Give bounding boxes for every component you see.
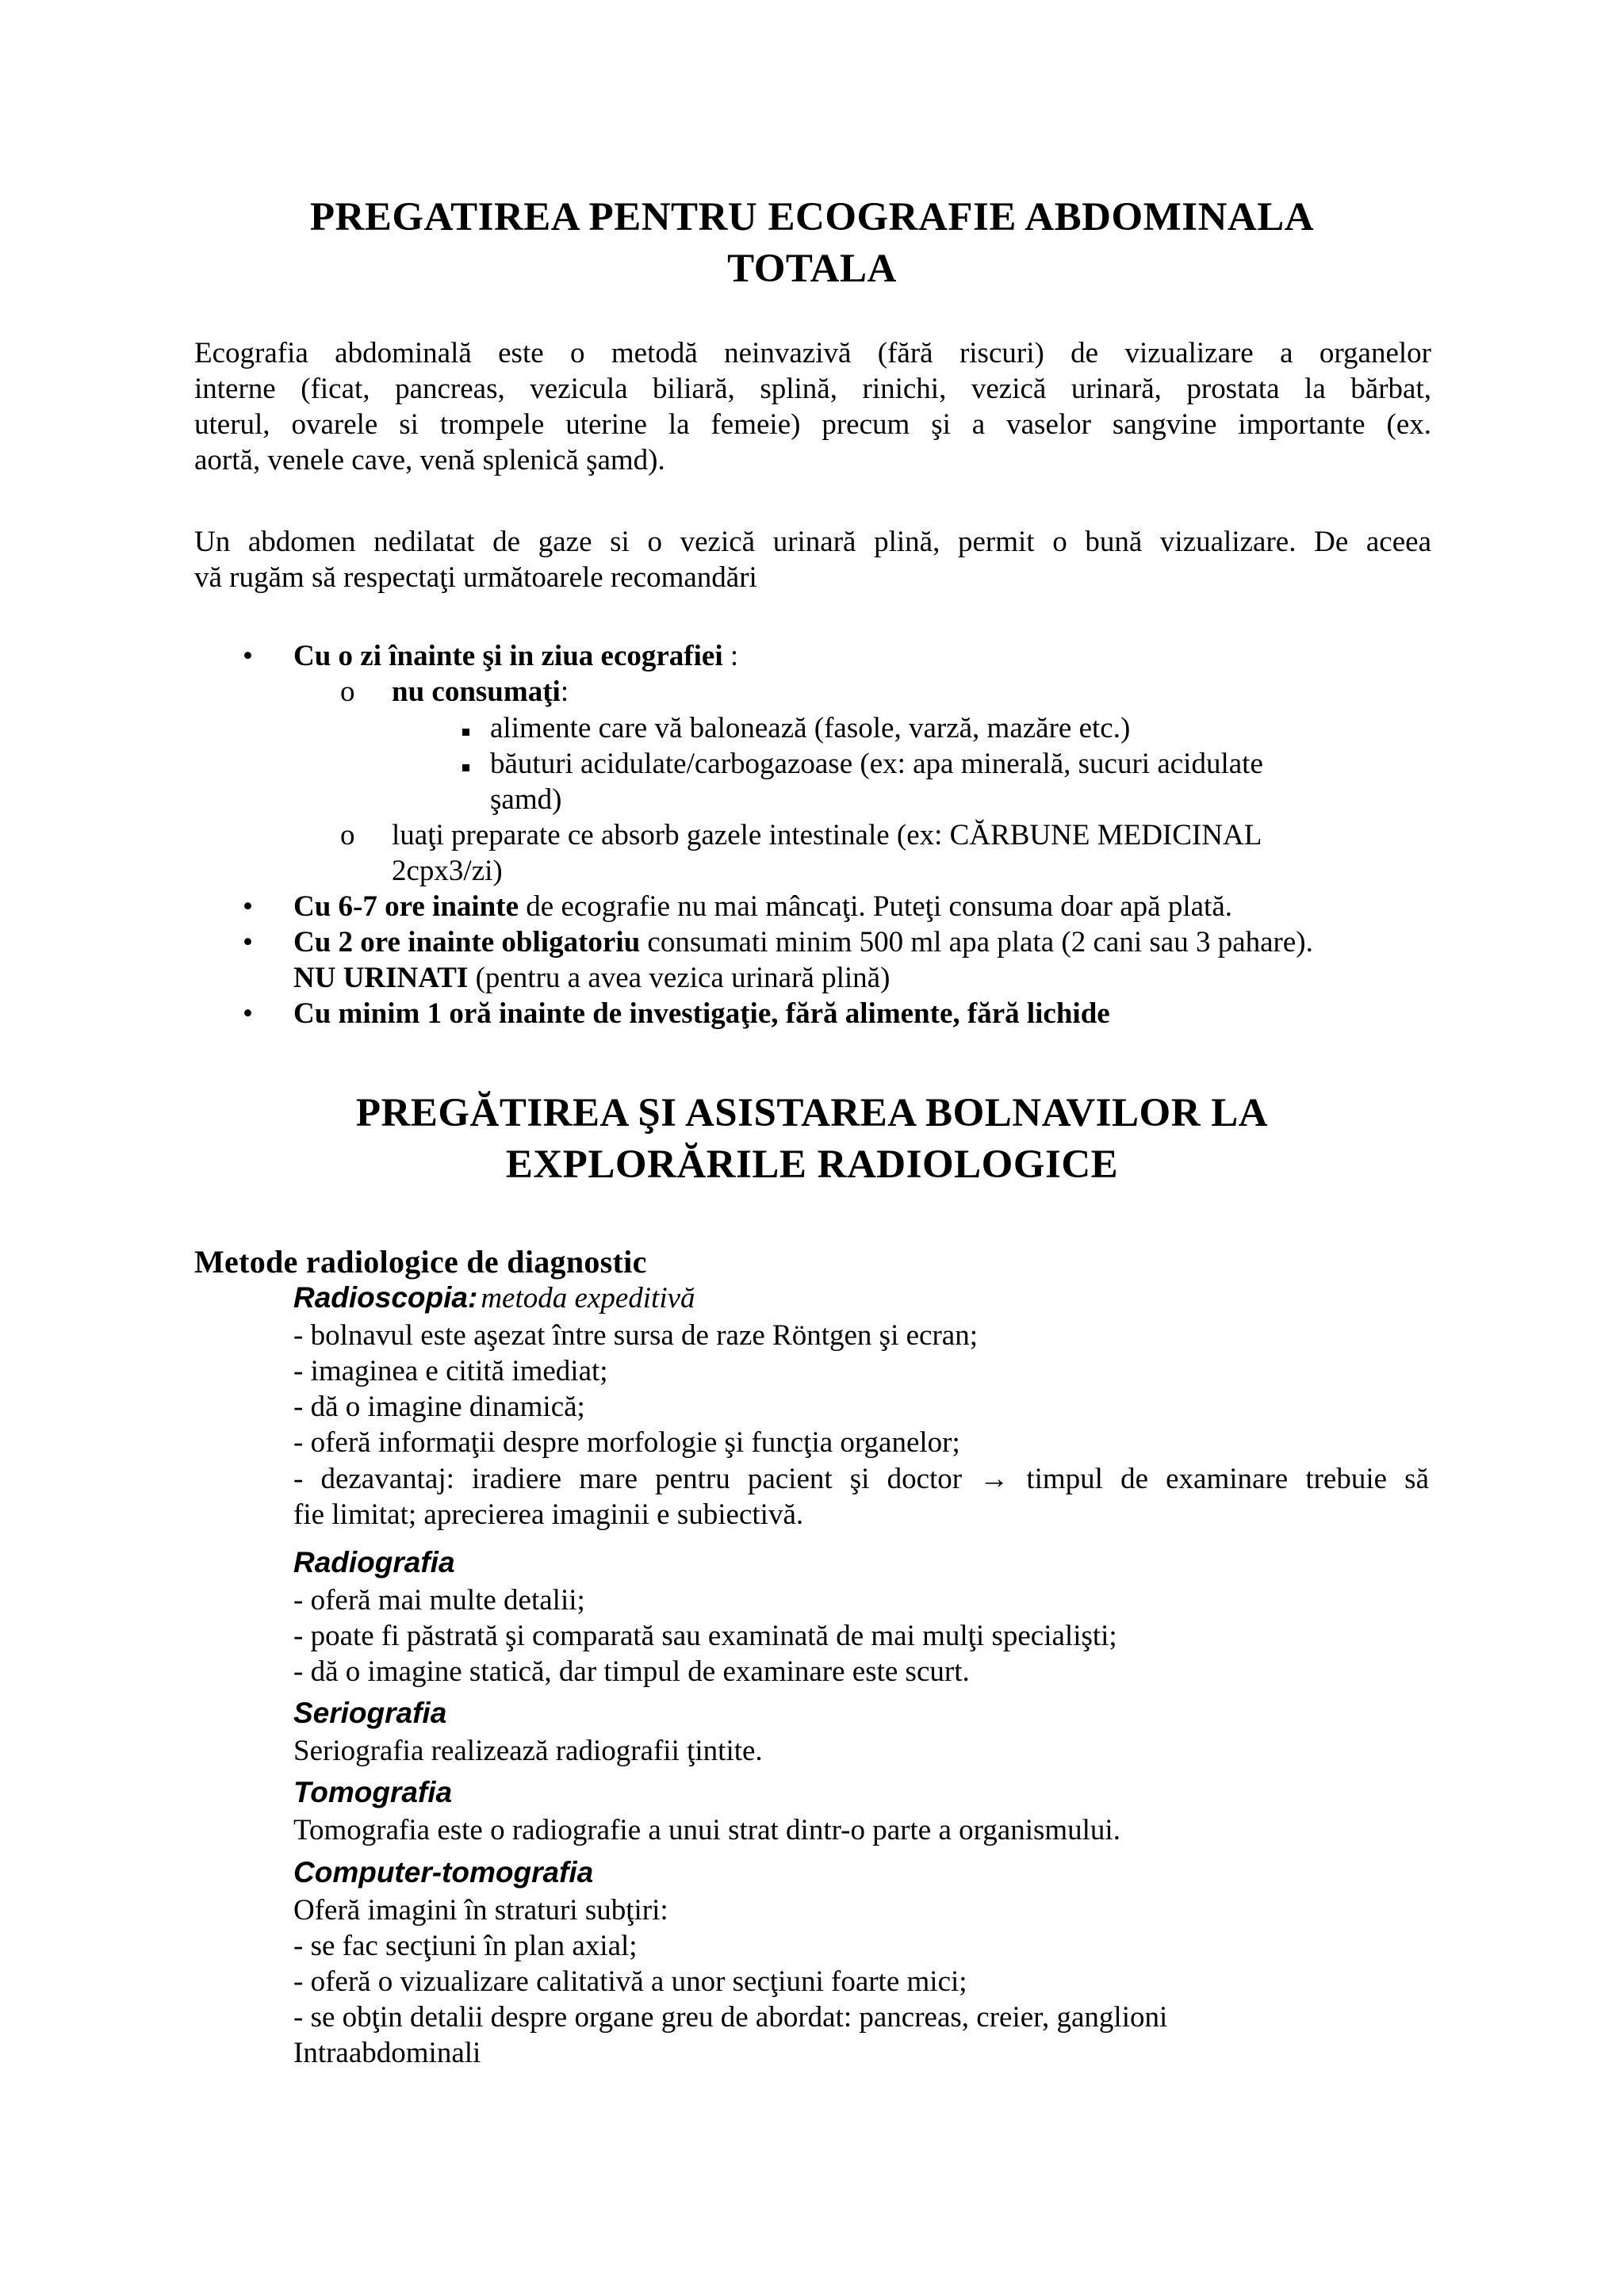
- radioscopia-item: - dă o imagine dinamică;: [293, 1391, 585, 1423]
- dezavantaj-line-cont: fie limitat; aprecierea imaginii e subiectivă.: [293, 1498, 804, 1531]
- radiografia-heading: Radiografia: [293, 1546, 455, 1578]
- square-bullet: [462, 725, 469, 740]
- radiografia-item: - oferă mai multe detalii;: [293, 1584, 585, 1617]
- circle-marker: o: [340, 819, 355, 851]
- ct-item: - oferă o vizualizare calitativă a unor secţiuni foarte mici;: [293, 1965, 967, 1998]
- section-title-line-1: PREGĂTIREA ŞI ASISTAREA BOLNAVILOR LA: [355, 1091, 1269, 1135]
- list-item-6-7-hours: Cu 6-7 ore inainte de ecografie nu mai mâncaţi. Puteţi consuma doar apă plată.: [293, 890, 1232, 923]
- intro-line: aortă, venele cave, venă splenică şamd).: [194, 444, 665, 476]
- list-item-drinks: băuturi acidulate/carbogazoase (ex: apa minerală, sucuri acidulate: [490, 748, 1263, 780]
- ct-item: Oferă imagini în straturi subţiri:: [293, 1894, 668, 1927]
- list-item-2-hours: Cu 2 ore inainte obligatoriu consumati minim 500 ml apa plata (2 cani sau 3 pahare).: [293, 926, 1313, 959]
- intro-line: uterul, ovarele si trompele uterine la femeie) precum şi a vaselor sangvine importante (ex.: [194, 408, 1431, 441]
- ct-item: Intraabdominali: [293, 2037, 481, 2069]
- bullet-dot: •: [243, 890, 253, 923]
- list-item-day-before: Cu o zi înainte şi in ziua ecografiei :: [293, 640, 739, 672]
- radiografia-item: - poate fi păstrată şi comparată sau examinată de mai mulţi specialişti;: [293, 1620, 1117, 1652]
- list-item-no-urinate: NU URINATI (pentru a avea vezica urinară plină): [293, 962, 891, 994]
- square-bullet: [462, 761, 469, 775]
- radioscopia-item: - oferă informaţii despre morfologie şi funcţia organelor;: [293, 1426, 960, 1459]
- methods-heading: Metode radiologice de diagnostic: [194, 1244, 647, 1280]
- radiografia-item: - dă o imagine statică, dar timpul de examinare este scurt.: [293, 1655, 970, 1688]
- list-item-foods: alimente care vă balonează (fasole, varză, mazăre etc.): [490, 712, 1131, 744]
- title-line-2: TOTALA: [727, 247, 897, 291]
- intro-line: interne (ficat, pancreas, vezicula biliară, splină, rinichi, vezică urinară, prostata la bărbat,: [194, 373, 1431, 405]
- circle-marker: o: [340, 675, 355, 708]
- advice-line: vă rugăm să respectaţi următoarele recomandări: [194, 561, 757, 594]
- list-item-drinks-cont: şamd): [490, 783, 562, 816]
- list-item-min-1-hour: Cu minim 1 oră inainte de investigaţie, fără alimente, fără lichide: [293, 997, 1110, 1030]
- list-item-dont-consume: nu consumaţi:: [392, 675, 569, 708]
- intro-line: Ecografia abdominală este o metodă neinvazivă (fără riscuri) de vizualizare a organelor: [194, 337, 1431, 369]
- radioscopia-item: - imaginea e citită imediat;: [293, 1355, 608, 1387]
- tomografia-heading: Tomografia: [293, 1776, 453, 1808]
- ct-item: - se obţin detalii despre organe greu de abordat: pancreas, creier, ganglioni: [293, 2001, 1168, 2034]
- title-line-1: PREGATIREA PENTRU ECOGRAFIE ABDOMINALA: [309, 195, 1315, 239]
- list-item-take: luaţi preparate ce absorb gazele intestinale (ex: CĂRBUNE MEDICINAL: [392, 819, 1262, 851]
- ct-heading: Computer-tomografia: [293, 1856, 594, 1888]
- radioscopia-heading: Radioscopia: metoda expeditivă: [293, 1281, 695, 1314]
- list-item-take-cont: 2cpx3/zi): [392, 855, 503, 887]
- seriografia-text: Seriografia realizează radiografii ţintite.: [293, 1735, 763, 1767]
- ct-item: - se fac secţiuni în plan axial;: [293, 1930, 638, 1962]
- advice-paragraph: [194, 524, 1431, 595]
- seriografia-heading: Seriografia: [293, 1697, 447, 1729]
- bullet-dot: •: [243, 997, 253, 1030]
- section-title-line-2: EXPLORĂRILE RADIOLOGICE: [505, 1142, 1119, 1187]
- bullet-dot: •: [243, 640, 253, 672]
- bullet-dot: •: [243, 926, 253, 959]
- dezavantaj-line: - dezavantaj: iradiere mare pentru pacient şi doctor → timpul de examinare trebuie să: [293, 1463, 1429, 1495]
- radioscopia-item: - bolnavul este aşezat între sursa de raze Röntgen şi ecran;: [293, 1319, 978, 1352]
- tomografia-text: Tomografia este o radiografie a unui strat dintr-o parte a organismului.: [293, 1814, 1120, 1846]
- advice-line: Un abdomen nedilatat de gaze si o vezică urinară plină, permit o bună vizualizare. De aceea: [194, 526, 1431, 558]
- intro-paragraph: [194, 335, 1431, 478]
